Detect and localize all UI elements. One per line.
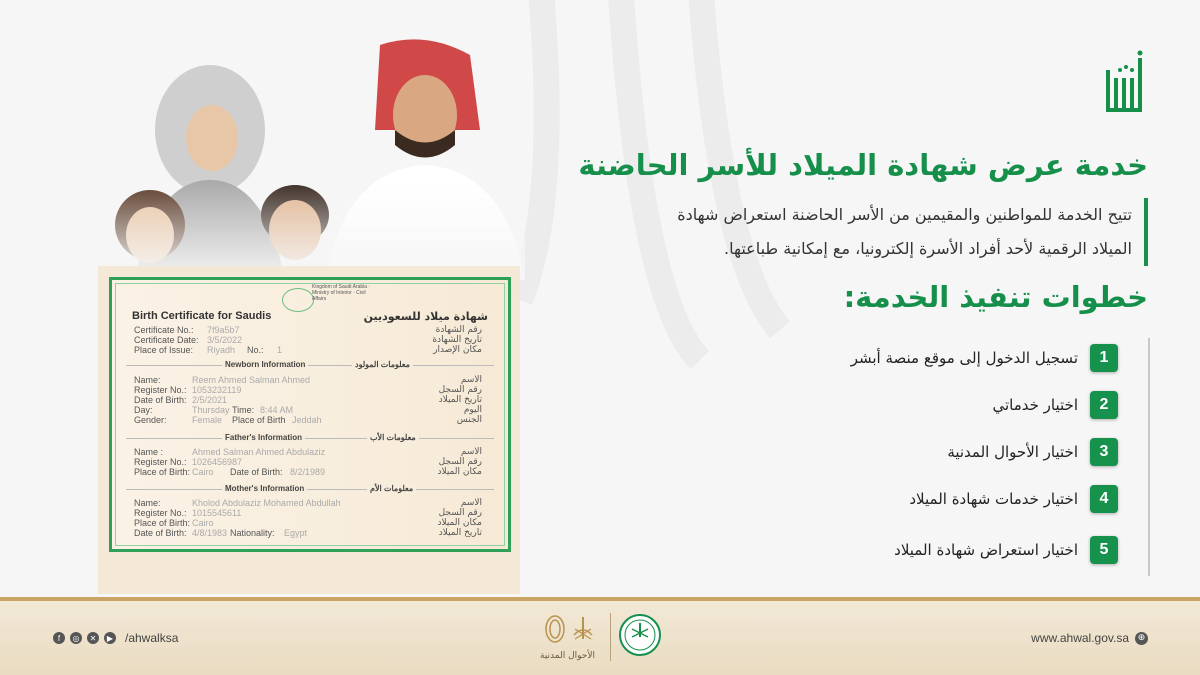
cert-label-ar: مكان الميلاد (437, 518, 482, 528)
mother-section-ar: معلومات الأم (367, 484, 416, 493)
youtube-icon[interactable]: ▶ (104, 632, 116, 644)
step-text: اختيار خدمات شهادة الميلاد (909, 490, 1078, 508)
social-handle[interactable]: /ahwalksa (125, 631, 179, 645)
cert-value: 1053232119 (192, 385, 242, 395)
cert-label-ar: اليوم (463, 405, 482, 415)
step-item (894, 533, 1118, 567)
cert-label: No.: (247, 345, 264, 355)
footer (0, 601, 1200, 675)
cert-label-ar: الاسم (460, 447, 482, 457)
page-title: خدمة عرض شهادة الميلاد للأسر الحاضنة (578, 148, 1148, 182)
step-number: 1 (1090, 344, 1118, 372)
cert-label-ar: تاريخ الميلاد (438, 528, 482, 538)
step-text: اختيار استعراض شهادة الميلاد (894, 541, 1078, 559)
cert-label: Register No.: (134, 385, 187, 395)
step-item (909, 482, 1118, 516)
website-url[interactable]: www.ahwal.gov.sa (1031, 631, 1129, 645)
cert-value: 8/2/1989 (290, 467, 326, 477)
cert-value: Cairo (192, 518, 214, 528)
cert-label: Nationality: (230, 528, 275, 538)
cert-value: 1026456987 (192, 457, 243, 467)
cert-label-ar: رقم السجل (438, 508, 482, 518)
step-number: 2 (1090, 391, 1118, 419)
cert-value: 2/5/2021 (192, 395, 228, 405)
absher-logo (1100, 50, 1152, 122)
civil-affairs-label: الأحوال المدنية (540, 651, 595, 661)
step-text: تسجيل الدخول إلى موقع منصة أبشر (850, 349, 1078, 367)
step-number: 4 (1090, 485, 1118, 513)
cert-label: Day: (134, 405, 153, 415)
cert-label-ar: الاسم (460, 498, 482, 508)
step-number: 5 (1090, 536, 1118, 564)
cert-value: Riyadh (207, 345, 236, 355)
cert-value: Egypt (284, 528, 308, 538)
certificate-title-ar: شهادة ميلاد للسعوديين (363, 310, 488, 323)
step-item (947, 435, 1118, 469)
civil-affairs-logo-icon (530, 605, 670, 671)
cert-label-ar: رقم السجل (438, 385, 482, 395)
cert-label: Certificate No.: (134, 325, 194, 335)
cert-value: Female (192, 415, 223, 425)
globe-icon: ⊕ (1135, 632, 1148, 645)
steps-list (788, 338, 1150, 576)
cert-label: Place of Birth (232, 415, 286, 425)
cert-value: Ahmed Salman Ahmed Abdulaziz (192, 447, 326, 457)
section-divider (126, 438, 494, 439)
step-text: اختيار خدماتي (992, 396, 1078, 414)
cert-label: Name: (134, 498, 161, 508)
cert-label: Gender: (134, 415, 167, 425)
cert-value: 1 (277, 345, 283, 355)
step-item (992, 388, 1118, 422)
cert-label-ar: تاريخ الشهادة (432, 335, 482, 345)
ministry-logos (530, 605, 670, 671)
cert-label: Certificate Date: (134, 335, 199, 345)
certificate-title-en: Birth Certificate for Saudis (132, 310, 272, 322)
facebook-icon[interactable]: f (53, 632, 65, 644)
description-line: الميلاد الرقمية لأحد أفراد الأسرة إلكترونيا، مع إمكانية طباعتها. (724, 239, 1132, 258)
x-icon[interactable]: ✕ (87, 632, 99, 644)
cert-label-ar: رقم السجل (438, 457, 482, 467)
birth-certificate (109, 277, 511, 552)
cert-label-ar: تاريخ الميلاد (438, 395, 482, 405)
cert-value: 7f9a5b7 (207, 325, 240, 335)
cert-label: Date of Birth: (230, 467, 283, 477)
instagram-icon[interactable]: ◎ (70, 632, 82, 644)
cert-label: Place of Birth: (134, 518, 191, 528)
cert-label-ar: مكان الميلاد (437, 467, 482, 477)
cert-label: Register No.: (134, 508, 187, 518)
family-photo (95, 30, 525, 280)
father-section-en: Father's Information (222, 433, 305, 442)
step-item (851, 341, 1118, 375)
cert-label: Place of Issue: (134, 345, 194, 355)
newborn-section-ar: معلومات المولود (352, 360, 413, 369)
certificate-header-small: Kingdom of Saudi Arabia · Ministry of Interior · Civil Affairs (312, 284, 371, 302)
section-divider (126, 489, 494, 490)
step-number: 3 (1090, 438, 1118, 466)
cert-value: Kholod Abdulaziz Mohamed Abdullah (192, 498, 341, 508)
description-line: تتيح الخدمة للمواطنين والمقيمين من الأسر الحاضنة استعراض شهادة (677, 205, 1132, 224)
social-links (53, 631, 178, 645)
newborn-section-en: Newborn Information (222, 360, 308, 369)
cert-label: Register No.: (134, 457, 187, 467)
website-link[interactable] (1031, 631, 1148, 645)
mother-section-en: Mother's Information (222, 484, 307, 493)
cert-label: Place of Birth: (134, 467, 191, 477)
cert-value: 4/8/1983 (192, 528, 228, 538)
cert-value: Jeddah (292, 415, 322, 425)
cert-label: Date of Birth: (134, 528, 187, 538)
cert-label-ar: مكان الإصدار (433, 345, 482, 355)
cert-value: Cairo (192, 467, 214, 477)
cert-value: Thursday (192, 405, 230, 415)
cert-value: 8:44 AM (260, 405, 294, 415)
father-section-ar: معلومات الأب (367, 433, 419, 442)
cert-value: Reem Ahmed Salman Ahmed (192, 375, 311, 385)
cert-label: Name : (134, 447, 164, 457)
cert-label: Time: (232, 405, 255, 415)
cert-label-ar: رقم الشهادة (435, 325, 482, 335)
kingdom-emblem-icon (282, 288, 314, 312)
section-divider (126, 365, 494, 366)
cert-label: Name: (134, 375, 161, 385)
cert-value: 1015545611 (192, 508, 242, 518)
steps-title: خطوات تنفيذ الخدمة: (843, 280, 1148, 314)
cert-label-ar: الجنس (456, 415, 482, 425)
cert-value: 3/5/2022 (207, 335, 243, 345)
step-text: اختيار الأحوال المدنية (947, 443, 1078, 461)
service-description (572, 198, 1148, 266)
logo-divider (610, 613, 611, 661)
cert-label-ar: الاسم (460, 375, 482, 385)
cert-label: Date of Birth: (134, 395, 187, 405)
